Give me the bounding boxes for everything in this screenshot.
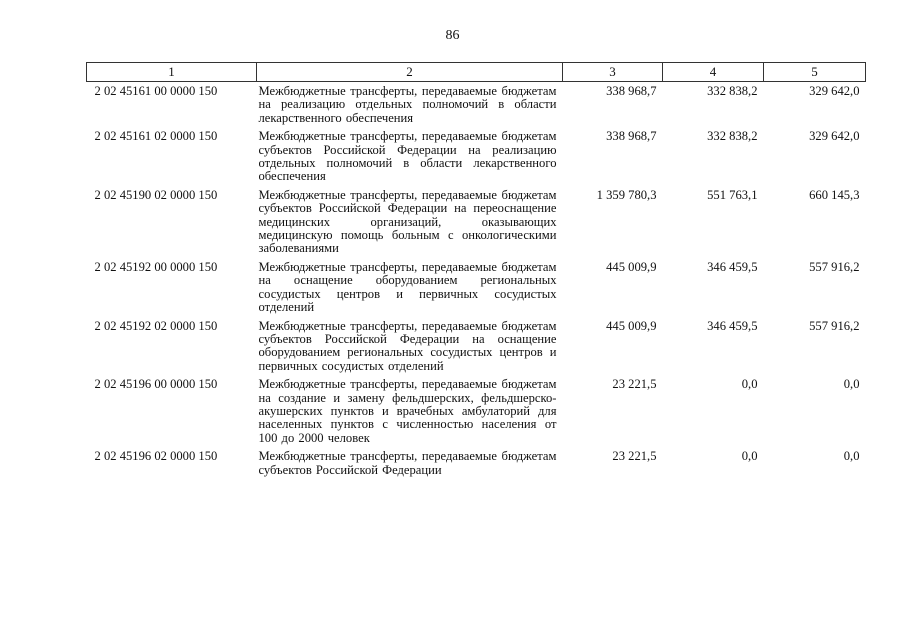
row-code: 2 02 45192 02 0000 150 [94, 318, 218, 333]
table-row [87, 315, 866, 374]
row-value-3: 557 916,2 [809, 259, 860, 274]
row-value-1: 23 221,5 [612, 449, 657, 464]
table-row [87, 445, 866, 477]
row-name: Межбюджетные трансферты, передаваемые бюджетам субъектов Российской Федерации [258, 449, 557, 477]
table-row [87, 184, 866, 256]
row-value-3: 329 642,0 [809, 129, 860, 144]
row-value-3: 329 642,0 [809, 84, 860, 98]
row-name: Межбюджетные трансферты, передаваемые бюджетам субъектов Российской Федерации на оснащение оборудованием региональных сосудистых центров и первичных сосудистых отделений [258, 318, 557, 373]
row-value-1: 338 968,7 [606, 84, 657, 98]
row-name: Межбюджетные трансферты, передаваемые бюджетам на реализацию отдельных полномочий в области лекарственного обеспечения [258, 84, 557, 125]
row-value-1: 23 221,5 [612, 377, 657, 392]
row-code: 2 02 45196 02 0000 150 [94, 449, 218, 464]
table-row [87, 125, 866, 184]
column-header-3: 3 [563, 63, 663, 82]
row-code: 2 02 45161 02 0000 150 [94, 129, 218, 144]
row-code: 2 02 45161 00 0000 150 [94, 84, 218, 98]
page-number: 86 [445, 28, 460, 43]
table-body [87, 82, 866, 477]
row-value-2: 346 459,5 [707, 259, 758, 274]
column-header-5: 5 [764, 63, 866, 82]
row-value-2: 332 838,2 [707, 129, 758, 144]
row-value-1: 1 359 780,3 [596, 187, 657, 202]
table-row [87, 373, 866, 445]
row-name: Межбюджетные трансферты, передаваемые бюджетам субъектов Российской Федерации на реализацию отдельных полномочий в области лекарственного обеспечения [258, 129, 557, 184]
row-value-1: 445 009,9 [606, 318, 657, 333]
header-row [87, 63, 866, 82]
row-value-2: 0,0 [741, 449, 758, 464]
row-value-3: 660 145,3 [809, 187, 860, 202]
row-value-2: 346 459,5 [707, 318, 758, 333]
row-code: 2 02 45190 02 0000 150 [94, 187, 218, 202]
row-value-3: 0,0 [843, 377, 860, 392]
row-name: Межбюджетные трансферты, передаваемые бюджетам субъектов Российской Федерации на переоснащение медицинских организаций, оказывающих медицинскую помощь больным с онкологическими заболеваниями [258, 187, 557, 256]
row-value-3: 0,0 [843, 449, 860, 464]
table-row [87, 256, 866, 315]
row-code: 2 02 45196 00 0000 150 [94, 377, 218, 392]
row-value-2: 0,0 [741, 377, 758, 392]
row-value-1: 338 968,7 [606, 129, 657, 144]
column-header-1: 1 [87, 63, 257, 82]
column-header-4: 4 [663, 63, 764, 82]
row-value-2: 551 763,1 [707, 187, 758, 202]
row-value-3: 557 916,2 [809, 318, 860, 333]
row-name: Межбюджетные трансферты, передаваемые бюджетам на оснащение оборудованием региональных сосудистых центров и первичных сосудистых отделений [258, 259, 557, 315]
table-header [87, 63, 866, 82]
row-code: 2 02 45192 00 0000 150 [94, 259, 218, 274]
column-header-2: 2 [257, 63, 563, 82]
row-name: Межбюджетные трансферты, передаваемые бюджетам на создание и замену фельдшерских, фельдшерско-акушерских пунктов и врачебных амбулаторий для населенных пунктов с численностью населения от 100 до 2000 человек [258, 377, 557, 445]
budget-table [86, 62, 866, 477]
row-value-2: 332 838,2 [707, 84, 758, 98]
row-value-1: 445 009,9 [606, 259, 657, 274]
table-row [87, 82, 866, 126]
